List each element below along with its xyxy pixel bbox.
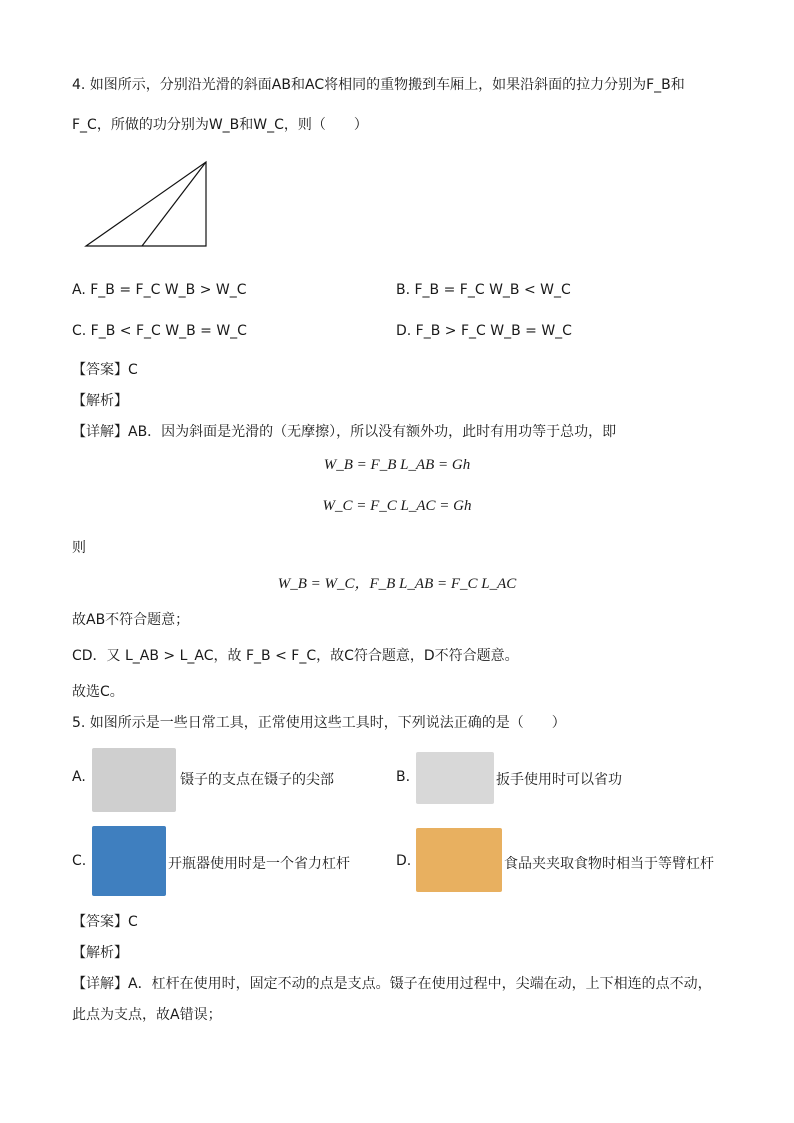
q5-stem: 5. 如图所示是一些日常工具，正常使用这些工具时，下列说法正确的是（ ） <box>72 715 566 731</box>
q4-final: 故选C。 <box>72 684 124 700</box>
q4-detail: 【详解】AB．因为斜面是光滑的（无摩擦），所以没有额外功，此时有用功等于总功，即 <box>72 424 617 440</box>
q5-option-a-text: 镊子的支点在镊子的尖部 <box>180 772 334 788</box>
q5-option-c-letter: C. <box>72 853 87 869</box>
q4-answer: 【答案】C <box>72 362 138 378</box>
q4-option-c: C. F_B < F_C W_B = W_C <box>72 323 247 339</box>
q5-detail-line2: 此点为支点，故A错误； <box>72 1007 222 1023</box>
inclined-plane-diagram <box>70 150 230 262</box>
tweezers-photo <box>92 748 176 812</box>
food-tongs-photo <box>416 828 502 892</box>
q4-option-b: B. F_B = F_C W_B < W_C <box>396 282 571 298</box>
q5-analysis-title: 【解析】 <box>72 945 128 961</box>
q4-stem-line2: F_C，所做的功分别为W_B和W_C，则（ ） <box>72 117 368 133</box>
q4-conclusion1: 故AB不符合题意； <box>72 612 190 628</box>
q5-answer: 【答案】C <box>72 914 138 930</box>
q4-stem-line1: 4. 如图所示，分别沿光滑的斜面AB和AC将相同的重物搬到车厢上，如果沿斜面的拉力分别为F_B和 <box>72 77 685 93</box>
q5-option-d-text: 食品夹夹取食物时相当于等臂杠杆 <box>504 856 714 872</box>
q5-option-a-letter: A. <box>72 769 86 785</box>
q4-option-d: D. F_B > F_C W_B = W_C <box>396 323 572 339</box>
q5-option-d-letter: D. <box>396 853 412 869</box>
q5-detail-line1: 【详解】A．杠杆在使用时，固定不动的点是支点。镊子在使用过程中，尖端在动，上下相连的点不动， <box>72 976 712 992</box>
wrench-photo <box>416 752 494 804</box>
bottle-opener-photo <box>92 826 166 896</box>
q4-then: 则 <box>72 540 86 556</box>
q4-eq1: W_B = F_B L_AB = Gh <box>323 457 471 473</box>
q4-eq3: W_B = W_C，F_B L_AB = F_C L_AC <box>277 576 517 592</box>
q4-option-a: A. F_B = F_C W_B > W_C <box>72 282 247 298</box>
q5-option-c-text: 开瓶器使用时是一个省力杠杆 <box>168 856 350 872</box>
q4-conclusion2: CD．又 L_AB > L_AC，故 F_B < F_C，故C符合题意，D不符合题意。 <box>72 648 519 664</box>
q4-eq2: W_C = F_C L_AC = Gh <box>322 498 472 514</box>
q4-analysis-title: 【解析】 <box>72 393 128 409</box>
q5-option-b-text: 扳手使用时可以省功 <box>496 772 622 788</box>
q5-option-b-letter: B. <box>396 769 411 785</box>
